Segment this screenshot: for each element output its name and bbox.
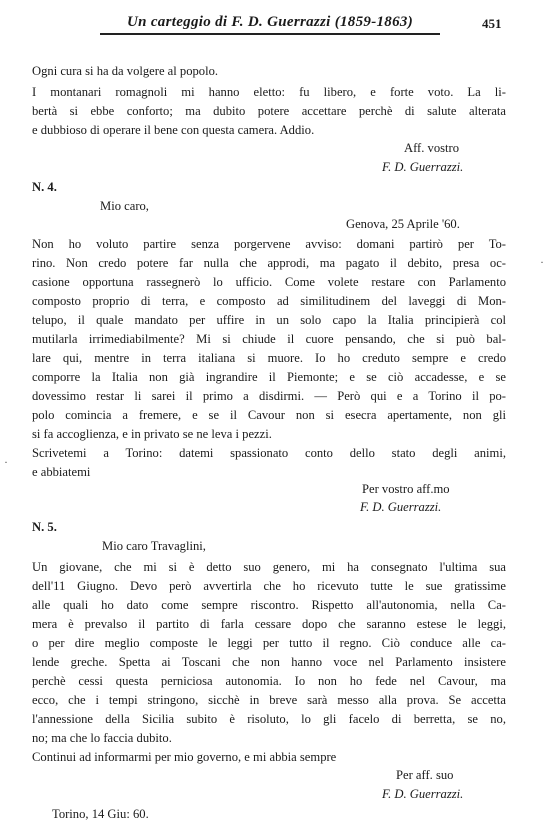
text-line: ecco, che i tempi stringono, sicchè in breve sarà messo alla prova. Se accetta [32, 693, 506, 707]
text-line: si fa accoglienza, e in privato se ne leva i pezzi. [32, 427, 272, 441]
text-line: e abbiatemi [32, 465, 91, 479]
signature: F. D. Guerrazzi. [360, 500, 442, 514]
closing: Per vostro aff.mo [362, 482, 450, 496]
margin-mark: · [540, 255, 544, 269]
text-line: Continui ad informarmi per mio governo, e mi abbia sempre [32, 750, 337, 764]
dateline: Torino, 14 Giu: 60. [52, 807, 149, 821]
text-line: alle quali ho dato come sempre riscontro. Rispetto all'autonomia, nella Ca- [32, 598, 506, 612]
dateline: Genova, 25 Aprile '60. [346, 217, 460, 231]
text-line: no; ma che lo faccia dubito. [32, 731, 172, 745]
text-line: dell'11 Giugno. Devo però avvertirla che ho ricevuto tutte le sue gratissime [32, 579, 506, 593]
page-number: 451 [482, 16, 502, 31]
text-line: mera è prevalso il partito di farla cessare dopo che saranno estese le leggi, [32, 617, 506, 631]
salutation: Mio caro Travaglini, [102, 539, 206, 553]
closing: Aff. vostro [404, 141, 460, 155]
signature: F. D. Guerrazzi. [382, 787, 464, 801]
letter-number: N. 4. [32, 180, 57, 194]
text-line: rino. Non credo potere far nulla che approdi, ma pagato il debito, presa oc- [32, 256, 506, 270]
signature: F. D. Guerrazzi. [382, 160, 464, 174]
text-line: composto proprio di terra, e composto ad similitudinem del laveggi di Mon- [32, 294, 506, 308]
text-line: polo comincia a fremere, e se il Cavour non si esecra apertamente, non gli [32, 408, 506, 422]
text-line: casione opportuna rassegnerò lo ufficio. Come volete restare con Parlamento [32, 275, 506, 289]
text-line: telupo, il quale mandato per uffire in un solo capo la Italia principierà col [32, 313, 506, 327]
text-line: Ogni cura si ha da volgere al popolo. [32, 64, 219, 78]
margin-mark: · [4, 455, 8, 469]
closing: Per aff. suo [396, 768, 454, 782]
text-line: Scrivetemi a Torino: datemi spassionato conto dello stato degli animi, [32, 446, 506, 460]
text-line: dovessimo restar li sarei il primo a disdirmi. — Però qui e a Torino il po- [32, 389, 506, 403]
text-line: Non ho voluto partire senza porgervene avviso: domani partirò per To- [32, 237, 506, 251]
text-line: bertà si ebbe conforto; ma dubito potere accettare perchè di salute alterata [32, 104, 506, 118]
text-line: e dubbioso di operare il bene con questa camera. Addio. [32, 123, 315, 137]
running-header: Un carteggio di F. D. Guerrazzi (1859-1863) [100, 14, 440, 35]
text-line: mutilarla irrimediabilmente? Mi si chiude il cuore pensando, che si può bal- [32, 332, 506, 346]
text-line: I montanari romagnoli mi hanno eletto: fu libero, e forte voto. La li- [32, 85, 506, 99]
letter-number: N. 5. [32, 520, 57, 534]
text-line: perchè cessi questa perniciosa autonomia. Io non ho fede nel Cavour, ma [32, 674, 506, 688]
text-line: o per dire meglio composte le leggi per tutto il regno. Ciò conduce alle ca- [32, 636, 506, 650]
text-line: l'annessione della Sicilia subito è risoluto, lo gli facelo di berretta, se no, [32, 712, 506, 726]
text-line: comporre la Italia non già ingrandire il Piemonte; e se ciò accadesse, e se [32, 370, 506, 384]
text-line: lare qui, mentre in terra italiana si muore. Io ho creduto sempre e credo [32, 351, 506, 365]
salutation: Mio caro, [100, 199, 149, 213]
text-line: Un giovane, che mi si è detto suo genero, mi ha consegnato l'ultima sua [32, 560, 506, 574]
text-line: lende greche. Spetta ai Toscani che non hanno voce nel Parlamento insistere [32, 655, 506, 669]
